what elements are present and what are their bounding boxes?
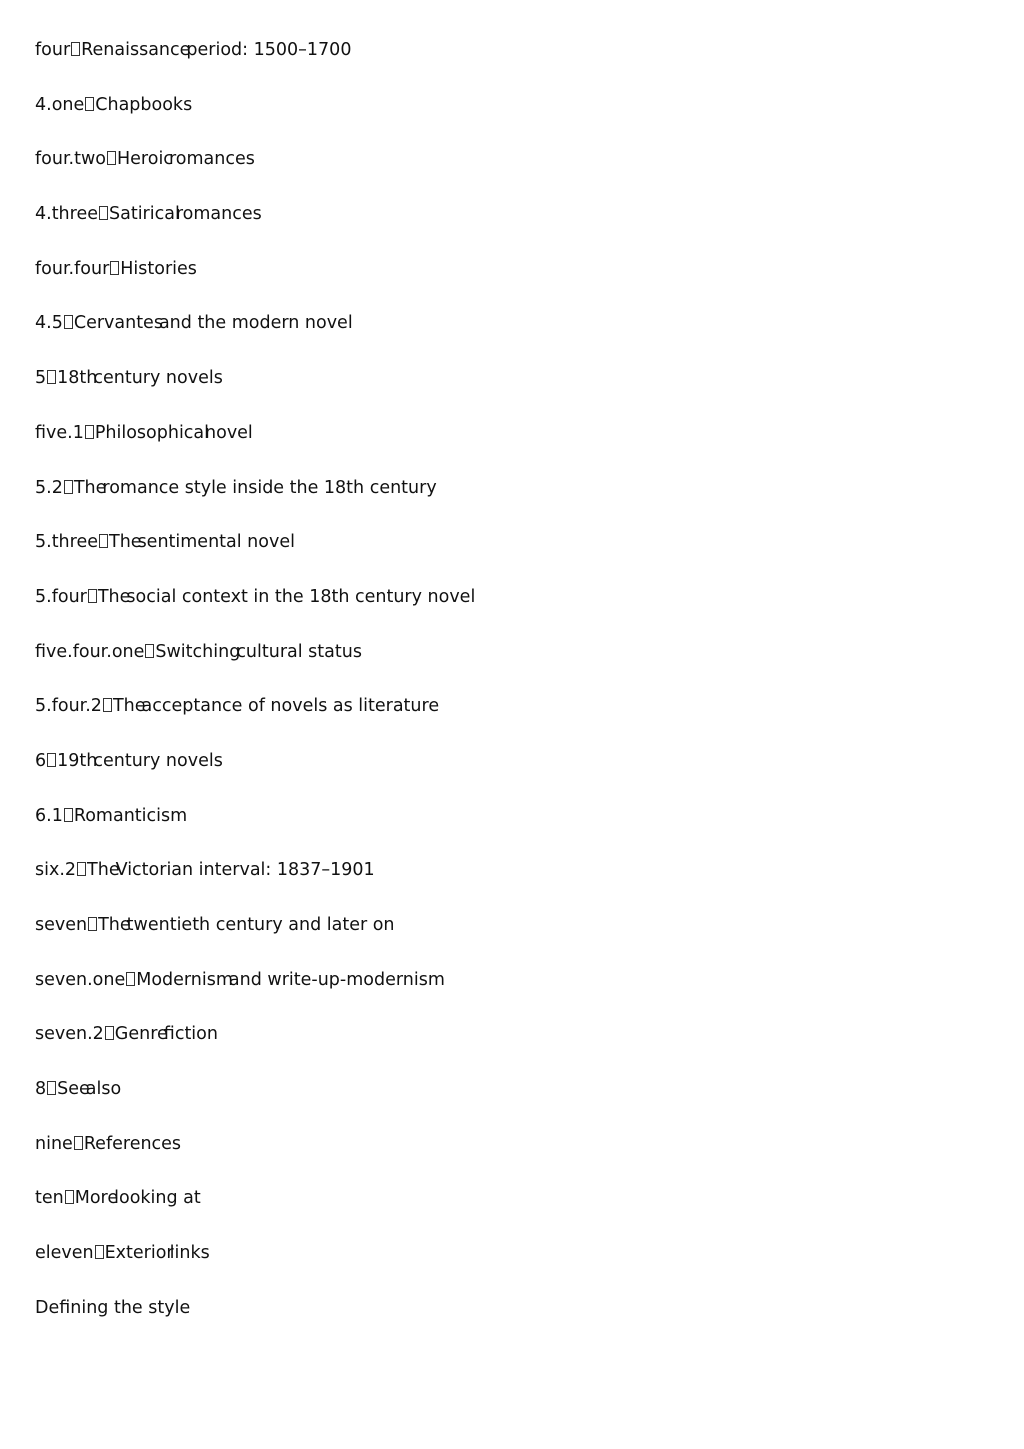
- toc-title-word: See: [57, 1079, 90, 1100]
- missing-glyph-icon: [77, 862, 86, 876]
- missing-glyph-icon: [64, 808, 73, 822]
- toc-number: ten: [35, 1188, 64, 1209]
- toc-title-rest: links: [169, 1243, 210, 1264]
- toc-title-rest: novel: [205, 422, 253, 443]
- missing-glyph-icon: [107, 151, 116, 165]
- missing-glyph-icon: [99, 534, 108, 548]
- missing-glyph-icon: [85, 425, 94, 439]
- toc-title-word: 19th: [57, 750, 98, 771]
- toc-title-rest: and write-up-modernism: [228, 969, 445, 990]
- toc-title-rest: and the modern novel: [158, 313, 353, 334]
- toc-title-word: Cervantes: [73, 313, 163, 334]
- toc-number: five.four.one: [35, 641, 145, 662]
- toc-title-word: 18th: [57, 368, 98, 389]
- section-heading-text: Defining the style: [35, 1297, 191, 1318]
- toc-entry[interactable]: [35, 804, 475, 859]
- toc-entry[interactable]: [35, 1132, 475, 1187]
- toc-title-word: Romanticism: [73, 805, 188, 826]
- toc-title-word: Histories: [120, 258, 197, 279]
- missing-glyph-icon: [110, 261, 119, 275]
- toc-title-word: Genre: [114, 1024, 168, 1045]
- toc-entry[interactable]: [35, 147, 475, 202]
- toc-number: seven.one: [35, 969, 126, 990]
- missing-glyph-icon: [74, 1136, 83, 1150]
- toc-title-word: References: [83, 1133, 182, 1154]
- missing-glyph-icon: [64, 480, 73, 494]
- toc-number: 6: [35, 750, 47, 771]
- toc-title-word: The: [87, 860, 120, 881]
- toc-number: 4.5: [35, 313, 63, 334]
- toc-title-word: Modernism: [136, 969, 233, 990]
- toc-entry[interactable]: [35, 93, 475, 148]
- toc-entry[interactable]: [35, 1022, 475, 1077]
- toc-title-rest: romances: [168, 149, 255, 170]
- toc-number: 4.three: [35, 204, 98, 225]
- toc-number: seven.2: [35, 1024, 104, 1045]
- toc-number: five.1: [35, 422, 84, 443]
- toc-title-word: The: [97, 586, 131, 607]
- missing-glyph-icon: [64, 315, 73, 329]
- toc-entry[interactable]: [35, 311, 475, 366]
- toc-title-word: Satirical: [109, 204, 180, 225]
- toc-title-rest: romance style inside the 18th century: [102, 477, 437, 498]
- toc-title-rest: sentimental novel: [137, 532, 295, 553]
- section-heading: [35, 1296, 475, 1351]
- missing-glyph-icon: [65, 1190, 74, 1204]
- toc-entry[interactable]: [35, 585, 475, 640]
- missing-glyph-icon: [88, 589, 97, 603]
- toc-entry[interactable]: [35, 202, 475, 257]
- toc-title-rest: also: [85, 1079, 122, 1100]
- toc-entry[interactable]: [35, 366, 475, 421]
- missing-glyph-icon: [99, 206, 108, 220]
- toc-entry[interactable]: [35, 257, 475, 312]
- missing-glyph-icon: [85, 97, 94, 111]
- toc-entry[interactable]: [35, 694, 475, 749]
- toc-number: 5: [35, 368, 47, 389]
- toc-title-rest: century novels: [93, 368, 223, 389]
- toc-title-word: Renaissance: [81, 40, 191, 60]
- toc-entry[interactable]: [35, 1077, 475, 1132]
- toc-number: four: [35, 40, 71, 60]
- toc-number: eleven: [35, 1243, 94, 1264]
- toc-entry[interactable]: [35, 749, 475, 804]
- toc-title-rest: cultural status: [236, 641, 362, 662]
- toc-number: 8: [35, 1079, 47, 1100]
- toc-number: 4.one: [35, 94, 85, 115]
- toc-title-word: Switching: [155, 641, 241, 662]
- missing-glyph-icon: [47, 753, 56, 767]
- toc-title-rest: acceptance of novels as literature: [141, 696, 440, 717]
- missing-glyph-icon: [105, 1026, 114, 1040]
- toc-title-word: Exterior: [104, 1243, 174, 1264]
- toc-title-rest: period: 1500–1700: [186, 40, 352, 60]
- toc-title-rest: social context in the 18th century novel: [126, 586, 476, 607]
- toc-title-rest: Victorian interval: 1837–1901: [115, 860, 375, 881]
- toc-number: 6.1: [35, 805, 63, 826]
- toc-entry[interactable]: [35, 858, 475, 913]
- toc-title-rest: fiction: [163, 1024, 218, 1045]
- toc-number: 5.four.2: [35, 696, 102, 717]
- toc-entry[interactable]: [35, 38, 475, 93]
- toc-entry[interactable]: [35, 476, 475, 531]
- toc-entry[interactable]: [35, 1186, 475, 1241]
- toc-title-word: Philosophical: [94, 422, 210, 443]
- toc-number: four.four: [35, 258, 110, 279]
- missing-glyph-icon: [71, 42, 80, 56]
- toc-number: six.2: [35, 860, 77, 881]
- toc-title-word: The: [98, 915, 131, 935]
- toc-title-word: The: [73, 477, 107, 498]
- missing-glyph-icon: [103, 698, 112, 712]
- toc-title-word: More: [74, 1188, 119, 1209]
- toc-title-rest: looking at: [114, 1188, 201, 1209]
- toc-entry[interactable]: [35, 913, 475, 968]
- missing-glyph-icon: [145, 644, 154, 658]
- toc-title-word: The: [112, 696, 146, 717]
- toc-number: 5.three: [35, 532, 98, 553]
- toc-number: seven: [35, 915, 88, 935]
- toc-title-word: Heroic: [117, 149, 173, 170]
- missing-glyph-icon: [47, 370, 56, 384]
- toc-title-word: Chapbooks: [95, 94, 193, 115]
- toc-entry[interactable]: [35, 530, 475, 585]
- toc-title-rest: century novels: [93, 750, 223, 771]
- toc-entry[interactable]: [35, 640, 475, 695]
- toc-number: four.two: [35, 149, 106, 170]
- toc-title-rest: twentieth century and later on: [126, 915, 395, 935]
- toc-entry[interactable]: [35, 421, 475, 476]
- missing-glyph-icon: [88, 917, 97, 931]
- toc-number: 5.2: [35, 477, 63, 498]
- toc-entry[interactable]: [35, 968, 475, 1023]
- missing-glyph-icon: [95, 1245, 104, 1259]
- toc-entry[interactable]: [35, 1241, 475, 1296]
- toc-title-word: The: [109, 532, 142, 553]
- toc-title-rest: romances: [175, 204, 262, 225]
- missing-glyph-icon: [47, 1081, 56, 1095]
- toc-number: nine: [35, 1133, 73, 1154]
- table-of-contents: [35, 38, 475, 1351]
- toc-number: 5.four: [35, 586, 87, 607]
- missing-glyph-icon: [126, 972, 135, 986]
